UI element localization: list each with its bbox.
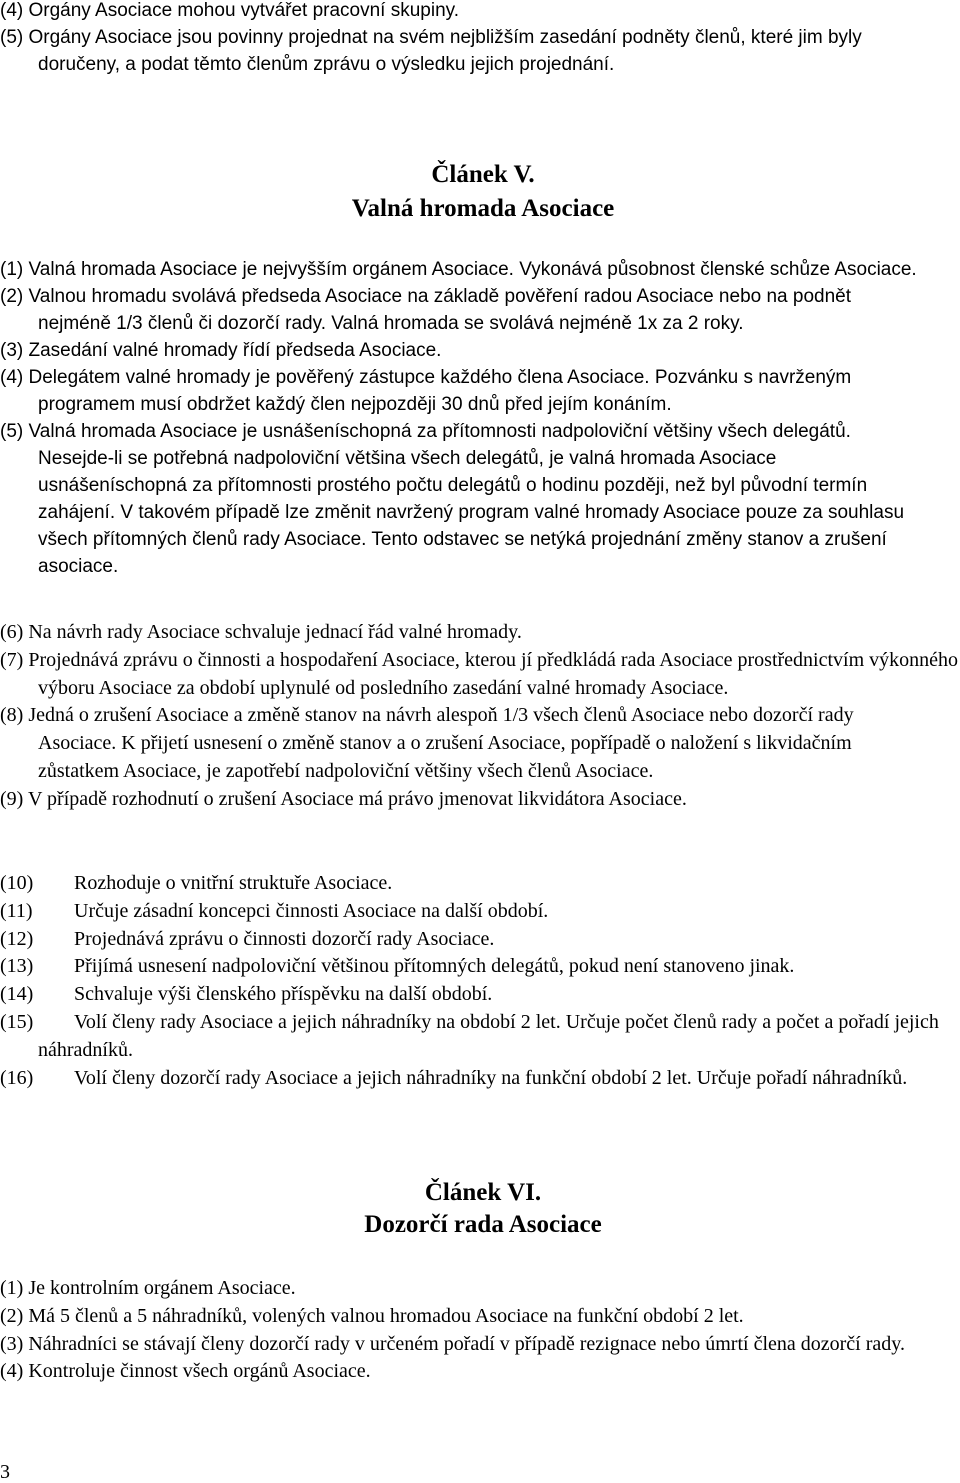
item-number: (10) — [0, 872, 34, 894]
item-text: Schvaluje výši členského příspěvku na další období. — [74, 983, 493, 1006]
paragraph: (4) Delegátem valné hromady je pověřený zástupce každého člena Asociace. Pozvánku s navrženým programem musí obdržet každý člen nejpozději 30 dnů před jejím konáním. — [0, 367, 852, 415]
paragraph: (4) Kontroluje činnost všech orgánů Asociace. — [0, 1360, 371, 1383]
article-5-number: Článek V. — [431, 161, 535, 188]
list-item — [0, 898, 960, 926]
article-6-title: Dozorčí rada Asociace — [364, 1211, 602, 1238]
list-item — [0, 1009, 960, 1065]
paragraph: (2) Valnou hromadu svolává předseda Asociace na základě pověření radou Asociace nebo na podnět nejméně 1/3 členů či dozorčí rady. Valná hromada se svolává nejméně 1x za 2 roky. — [0, 286, 852, 334]
page-number: 3 — [0, 1461, 10, 1483]
paragraph: (3) Náhradníci se stávají členy dozorčí rady v určeném pořadí v případě rezignace nebo úmrtí člena dozorčí rady. — [0, 1332, 905, 1355]
article-6-number: Článek VI. — [424, 1179, 542, 1206]
article-5-numbered-items — [0, 870, 960, 1092]
item-number: (14) — [0, 983, 34, 1006]
item-text: Určuje zásadní koncepci činnosti Asociace na další období. — [74, 899, 549, 922]
item-text: Rozhoduje o vnitřní struktuře Asociace. — [74, 872, 393, 894]
paragraph: (7) Projednává zprávu o činnosti a hospodaření Asociace, kterou jí předkládá rada Asociace prostřednictvím výkonného výboru Asociace za období uplynulé od posledního zasedání valné hromady Asociace. — [0, 648, 959, 699]
article-5-title: Valná hromada Asociace — [351, 195, 615, 222]
list-item — [0, 981, 960, 1009]
list-item — [0, 926, 960, 954]
paragraph: (4) Orgány Asociace mohou vytvářet pracovní skupiny. — [0, 0, 460, 21]
paragraph: (5) Orgány Asociace jsou povinny projednat na svém nejbližším zasedání podněty členů, které jim byly doručeny, a podat těmto členům zprávu o výsledku jejich projednání. — [0, 27, 862, 75]
item-number: (11) — [0, 899, 33, 922]
item-number: (13) — [0, 955, 34, 978]
article-5-serif-paragraphs — [0, 619, 960, 814]
item-number: (12) — [0, 927, 34, 950]
item-text: Volí členy rady Asociace a jejich náhradníky na období 2 let. Určuje počet členů rady a počet a pořadí jejich náhradníků. — [38, 1010, 939, 1061]
paragraph: (8) Jedná o zrušení Asociace a změně stanov na návrh alespoň 1/3 všech členů Asociace nebo dozorčí rady Asociace. K přijetí usnesení o změně stanov a o zrušení Asociace, popřípadě o naložení s likvidačním zůstatkem Asociace, je zapotřebí nadpoloviční většiny všech členů Asociace. — [0, 704, 854, 782]
paragraph: (3) Zasedání valné hromady řídí předseda Asociace. — [0, 340, 442, 361]
item-text: Volí členy dozorčí rady Asociace a jejich náhradníky na funkční období 2 let. Určuje pořadí náhradníků. — [74, 1066, 908, 1089]
paragraph: (5) Valná hromada Asociace je usnášeníschopná za přítomnosti nadpoloviční většiny všech delegátů. Nesejde-li se potřebná nadpoloviční většina všech delegátů, je valná hromada Asociace usnášeníschopná za přítomnosti prostého počtu delegátů o hodinu později, než byl původní termín zahájení. V takovém případě lze změnit navržený program valné hromady Asociace pouze za souhlasu všech přítomných členů rady Asociace. Tento odstavec se netýká projednání změny stanov a zrušení asociace. — [0, 421, 905, 577]
item-text: Projednává zprávu o činnosti dozorčí rady Asociace. — [74, 927, 495, 950]
article-5-sans-paragraphs — [0, 256, 960, 580]
article-6-paragraphs — [0, 1275, 960, 1386]
paragraph: (1) Valná hromada Asociace je nejvyšším orgánem Asociace. Vykonává působnost členské schůze Asociace. — [0, 259, 917, 280]
paragraph: (6) Na návrh rady Asociace schvaluje jednací řád valné hromady. — [0, 621, 522, 643]
item-number: (15) — [0, 1010, 34, 1033]
top-section — [0, 0, 960, 78]
paragraph: (1) Je kontrolním orgánem Asociace. — [0, 1277, 296, 1299]
paragraph: (9) V případě rozhodnutí o zrušení Asociace má právo jmenovat likvidátora Asociace. — [0, 787, 687, 810]
paragraph: (2) Má 5 členů a 5 náhradníků, volených valnou hromadou Asociace na funkční období 2 let. — [0, 1304, 744, 1327]
item-number: (16) — [0, 1066, 34, 1089]
list-item — [0, 870, 960, 898]
item-text: Přijímá usnesení nadpoloviční většinou přítomných delegátů, pokud není stanoveno jinak. — [74, 955, 795, 978]
list-item — [0, 953, 960, 981]
list-item — [0, 1065, 960, 1093]
